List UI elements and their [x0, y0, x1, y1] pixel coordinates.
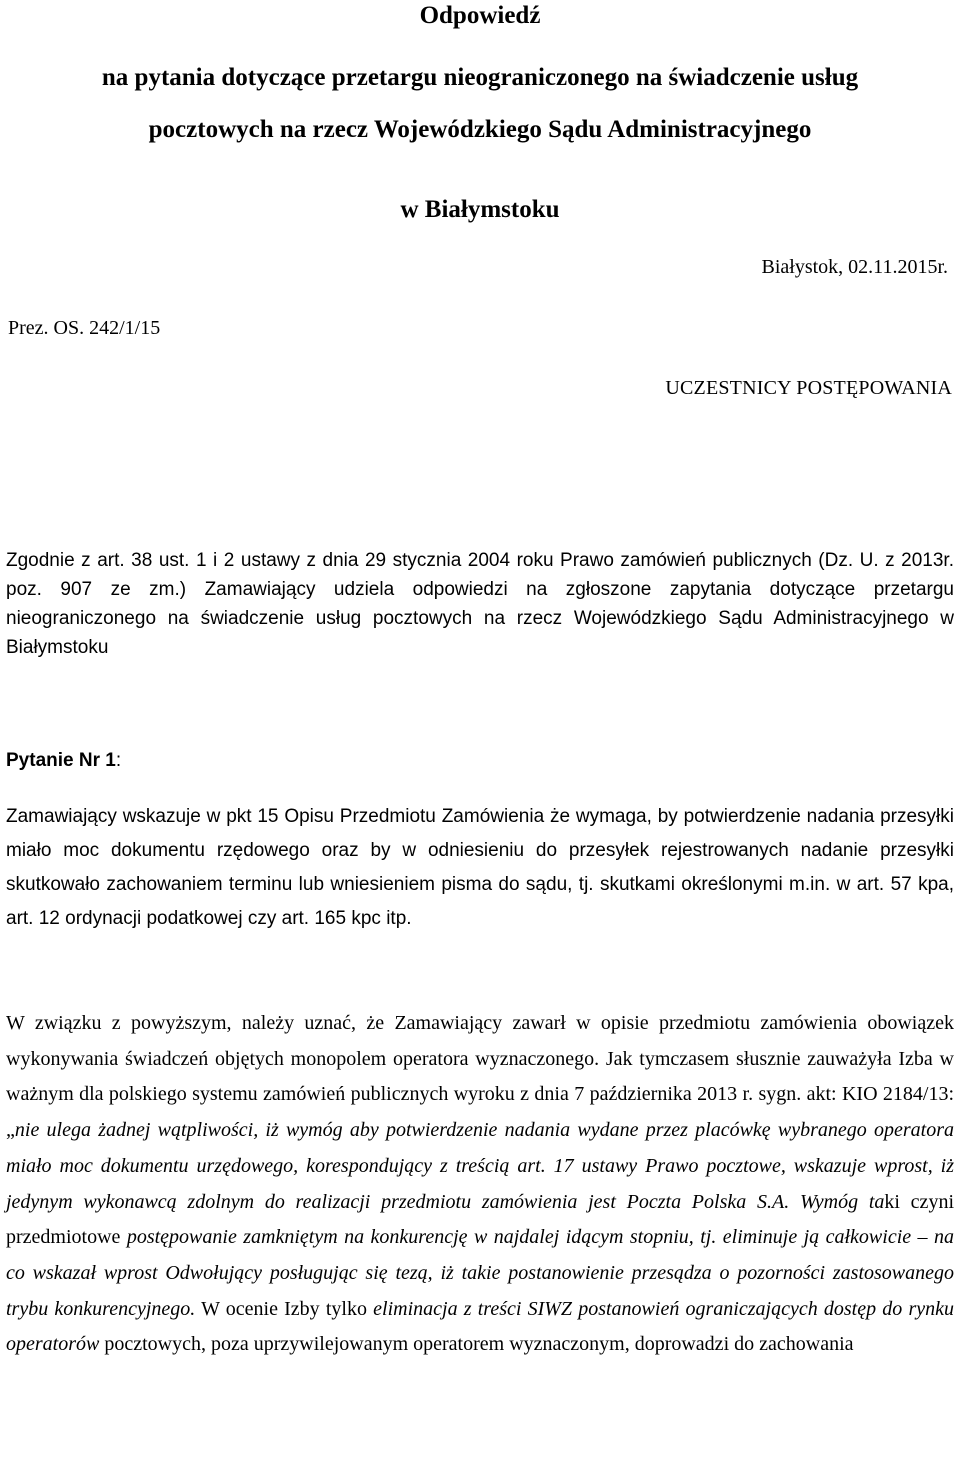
answer-text-2: ki czyni przedmiotowe: [6, 1190, 954, 1249]
document-title: Odpowiedź: [419, 2, 541, 29]
document-subtitle-line-1: na pytania dotyczące przetargu nieograniczonego na świadczenie usług: [101, 64, 859, 91]
reference-number: Prez. OS. 242/1/15: [8, 317, 161, 339]
answer-quote-1: nie ulega żadnej wątpliwości, iż wymóg aby potwierdzenie nadania wydane przez placówkę wybranego operatora miało moc dokumentu urzędowego, korespondujący z treścią art. 17 ustawy Prawo pocztowe, wskazuje wprost, iż jedynym wykonawcą zdolnym do realizacji przedmiotu zamówienia jest Poczta Polska S.A. Wymóg ta: [6, 1119, 954, 1213]
answer-quote-3: eliminacja z treści SIWZ postanowień ograniczających dostęp do rynku operatorów: [6, 1297, 954, 1356]
question-body: Zamawiający wskazuje w pkt 15 Opisu Przedmiotu Zamówienia że wymaga, by potwierdzenie nadania przesyłki miało moc dokumentu rzędowego oraz by w odniesieniu do przesyłek rejestrowanych nadanie przesyłki skutkowało zachowaniem terminu lub wniesieniem pisma do sądu, tj. skutkami określonymi m.in. w art. 57 kpa, art. 12 ordynacji podatkowej czy art. 165 kpc itp.: [6, 806, 954, 929]
answer-text-4: pocztowych, poza uprzywilejowanym operatorem wyznaczonym, doprowadzi do zachowania: [99, 1333, 854, 1356]
intro-paragraph: Zgodnie z art. 38 ust. 1 i 2 ustawy z dnia 29 stycznia 2004 roku Prawo zamówień publicznych (Dz. U. z 2013r. poz. 907 ze zm.) Zamawiający udziela odpowiedzi na zgłoszone zapytania dotyczące przetargu nieograniczonego na świadczenie usług pocztowych na rzecz Wojewódzkiego Sądu Administracyjnego w Białymstoku: [6, 550, 954, 658]
answer-paragraph: [6, 1006, 954, 1363]
question-label-colon: :: [115, 750, 122, 771]
question-label: Pytanie Nr 1: [6, 750, 116, 771]
answer-text-1: W związku z powyższym, należy uznać, że Zamawiający zawarł w opisie przedmiotu zamówienia obowiązek wykonywania świadczeń objętych monopolem operatora wyznaczonego. Jak tymczasem słusznie zauważyła Izba w ważnym dla polskiego systemu zamówień publicznych wyroku z dnia 7 października 2013 r. sygn. akt: KIO 2184/13: „: [6, 1012, 954, 1142]
addressee: UCZESTNICY POSTĘPOWANIA: [665, 377, 952, 399]
answer-text-3: W ocenie Izby tylko: [195, 1297, 374, 1320]
document-subtitle-line-3: w Białymstoku: [400, 196, 560, 223]
document-subtitle-line-2: pocztowych na rzecz Wojewódzkiego Sądu Administracyjnego: [148, 116, 812, 143]
place-and-date: Białystok, 02.11.2015r.: [761, 256, 948, 278]
answer-quote-2: postępowanie zamkniętym na konkurencję w najdalej idącym stopniu, tj. eliminuje ją całkowicie – na co wskazał wprost Odwołujący posługując się tezą, iż takie postanowienie przesądza o pozorności zastosowanego trybu konkurencyjnego.: [6, 1226, 954, 1320]
question-heading: [6, 748, 121, 774]
